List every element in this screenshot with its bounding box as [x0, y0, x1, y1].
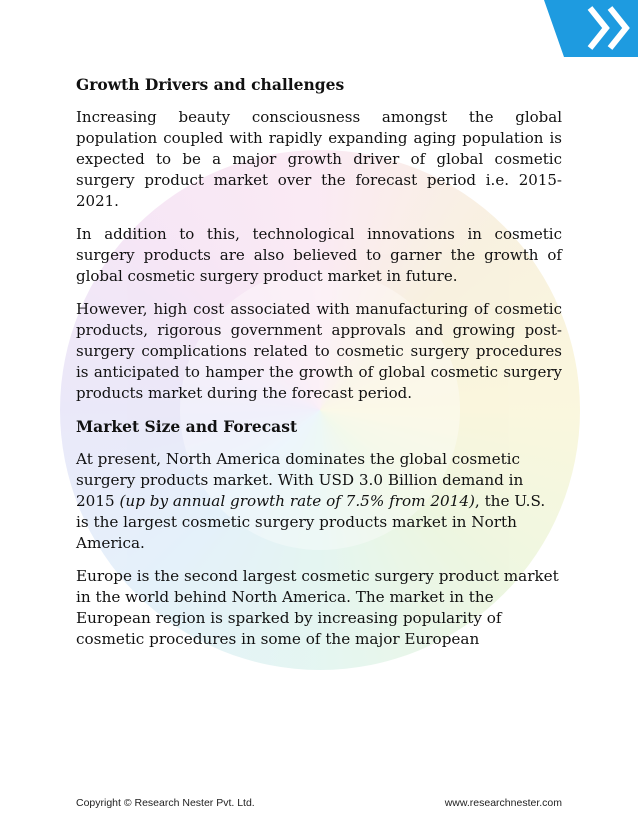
section-heading-market-size: Market Size and Forecast [76, 417, 298, 436]
paragraph: However, high cost associated with manufacturing of cosmetic products, rigorous government approvals and growing post-surgery complications related to cosmetic surgery procedures is anticipated to hamper the growth of global cosmetic surgery products market during the forecast period. [76, 300, 562, 402]
paragraph: Europe is the second largest cosmetic surgery product market in the world behind North America. The market in the European region is sparked by increasing popularity of cosmetic procedures in some of the major European [76, 567, 559, 648]
text-span: At present, North America dominates the global cosmetic surgery products market. With USD 3.0 Billion demand in 2015 [76, 450, 524, 510]
paragraph: Increasing beauty consciousness amongst the global population coupled with rapidly expanding aging population is expected to be a major growth driver of global cosmetic surgery product market over the forecast period i.e. 2015-2021. [76, 108, 562, 210]
paragraph [76, 449, 562, 554]
copyright-text: Copyright © Research Nester Pvt. Ltd. [76, 797, 255, 809]
chevron-double-right-icon [544, 0, 638, 57]
page-footer [76, 797, 562, 809]
emphasis-text: (up by annual growth rate of 7.5% from 2014) [119, 492, 475, 510]
document-body [76, 74, 562, 662]
website-link[interactable]: www.researchnester.com [444, 797, 562, 809]
text-span: , the U.S. is the largest cosmetic surgery products market in North America. [76, 492, 546, 552]
section-heading-growth-drivers: Growth Drivers and challenges [76, 75, 345, 94]
paragraph: In addition to this, technological innovations in cosmetic surgery products are also believed to garner the growth of global cosmetic surgery product market in future. [76, 225, 562, 285]
